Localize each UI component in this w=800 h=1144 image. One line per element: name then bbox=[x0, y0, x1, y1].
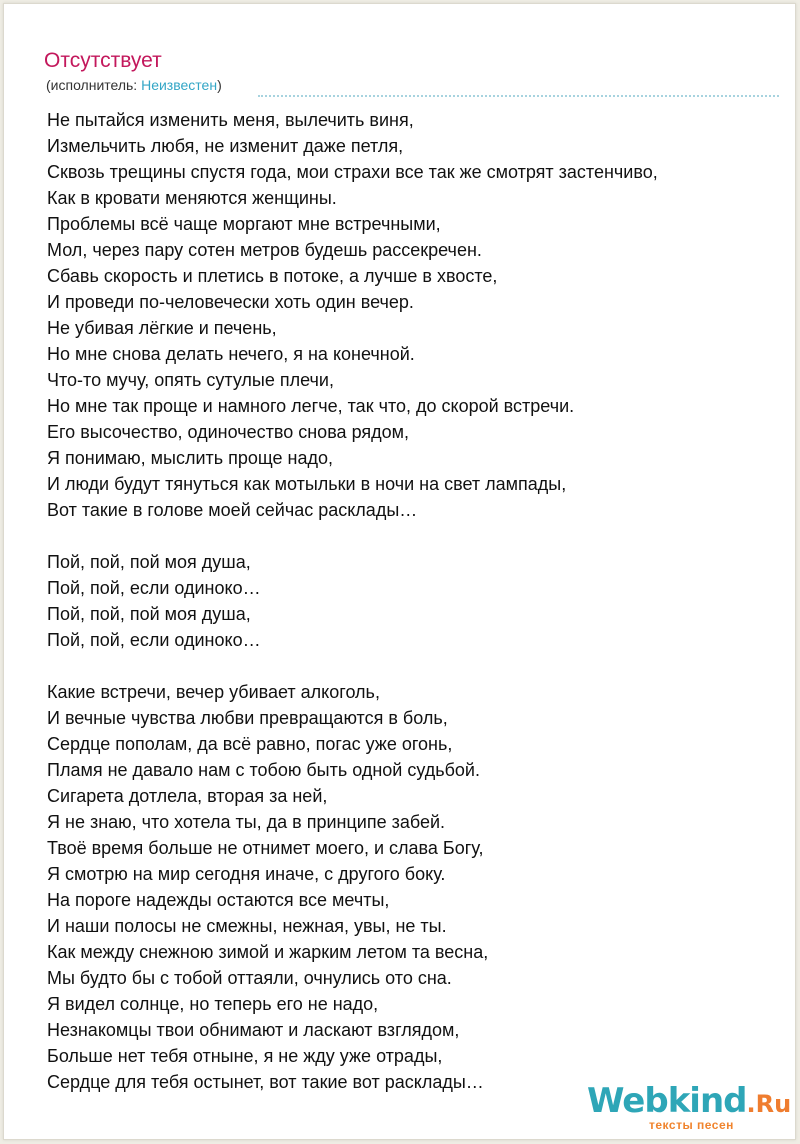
artist-prefix: (исполнитель: bbox=[46, 77, 142, 93]
lyric-line: Я понимаю, мыслить проще надо, bbox=[47, 448, 333, 468]
logo-tld: .Ru bbox=[746, 1090, 792, 1118]
lyric-line: Измельчить любя, не изменит даже петля, bbox=[47, 136, 404, 156]
lyric-line: Какие встречи, вечер убивает алкоголь, bbox=[47, 682, 380, 702]
header-divider bbox=[258, 95, 779, 97]
lyric-line: Мол, через пару сотен метров будешь рассекречен. bbox=[47, 240, 482, 260]
lyric-line: Что-то мучу, опять сутулые плечи, bbox=[47, 370, 334, 390]
stanza-gap bbox=[47, 523, 787, 549]
lyric-line: Как между снежною зимой и жарким летом та весна, bbox=[47, 942, 489, 962]
lyric-line: Сердце для тебя остынет, вот такие вот расклады… bbox=[47, 1072, 484, 1092]
lyric-line: Я не знаю, что хотела ты, да в принципе забей. bbox=[47, 812, 446, 832]
lyric-line: Сбавь скорость и плетись в потоке, а лучше в хвосте, bbox=[47, 266, 498, 286]
lyric-line: Не убивая лёгкие и печень, bbox=[47, 318, 277, 338]
lyric-line: Пой, пой, если одиноко… bbox=[47, 630, 261, 650]
lyric-line: На пороге надежды остаются все мечты, bbox=[47, 890, 390, 910]
lyric-line: Пой, пой, если одиноко… bbox=[47, 578, 261, 598]
lyric-line: И люди будут тянуться как мотыльки в ночи на свет лампады, bbox=[47, 474, 567, 494]
lyric-line: Больше нет тебя отныне, я не жду уже отрады, bbox=[47, 1046, 443, 1066]
artist-suffix: ) bbox=[217, 77, 222, 93]
lyric-line: Пой, пой, пой моя душа, bbox=[47, 604, 251, 624]
lyric-line: Сердце пополам, да всё равно, погас уже огонь, bbox=[47, 734, 453, 754]
logo-tagline: тексты песен bbox=[649, 1118, 734, 1132]
song-title: Отсутствует bbox=[44, 49, 162, 72]
logo-word: Webkind bbox=[587, 1081, 747, 1121]
lyric-line: Как в кровати меняются женщины. bbox=[47, 188, 337, 208]
site-logo[interactable] bbox=[587, 1079, 792, 1139]
lyric-line: Не пытайся изменить меня, вылечить виня, bbox=[47, 110, 414, 130]
lyric-line: Пой, пой, пой моя душа, bbox=[47, 552, 251, 572]
lyrics-text bbox=[47, 107, 787, 1095]
lyric-line: Но мне так проще и намного легче, так что, до скорой встречи. bbox=[47, 396, 575, 416]
lyric-line: Я видел солнце, но теперь его не надо, bbox=[47, 994, 379, 1014]
lyric-line: Сквозь трещины спустя года, мои страхи все так же смотрят застенчиво, bbox=[47, 162, 658, 182]
lyric-line: Сигарета дотлела, вторая за ней, bbox=[47, 786, 328, 806]
artist-line bbox=[46, 76, 222, 94]
lyric-line: Проблемы всё чаще моргают мне встречными, bbox=[47, 214, 441, 234]
lyric-line: Пламя не давало нам с тобою быть одной судьбой. bbox=[47, 760, 480, 780]
song-card bbox=[3, 3, 796, 1140]
lyric-line: И наши полосы не смежны, нежная, увы, не ты. bbox=[47, 916, 447, 936]
lyric-line: Его высочество, одиночество снова рядом, bbox=[47, 422, 410, 442]
lyric-line: Но мне снова делать нечего, я на конечной. bbox=[47, 344, 415, 364]
lyric-line: И вечные чувства любви превращаются в боль, bbox=[47, 708, 448, 728]
lyric-line: Твоё время больше не отнимет моего, и слава Богу, bbox=[47, 838, 484, 858]
artist-link[interactable]: Неизвестен bbox=[141, 77, 218, 93]
stanza-gap bbox=[47, 653, 787, 679]
lyric-line: Мы будто бы с тобой оттаяли, очнулись ото сна. bbox=[47, 968, 452, 988]
lyric-line: И проведи по-человечески хоть один вечер. bbox=[47, 292, 414, 312]
lyric-line: Вот такие в голове моей сейчас расклады… bbox=[47, 500, 418, 520]
lyric-line: Я смотрю на мир сегодня иначе, с другого боку. bbox=[47, 864, 446, 884]
lyric-line: Незнакомцы твои обнимают и ласкают взглядом, bbox=[47, 1020, 460, 1040]
